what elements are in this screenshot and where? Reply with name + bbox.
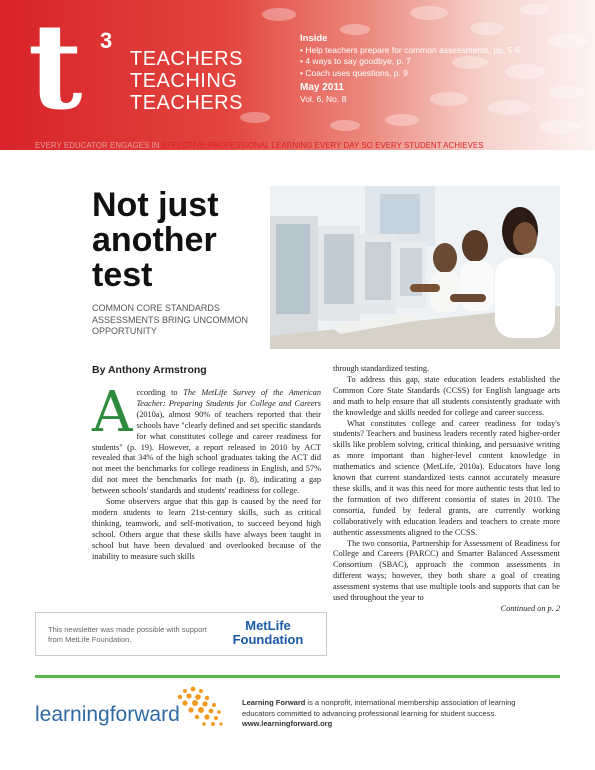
article-paragraph: What constitutes college and career readiness for today's students? Teachers and business leaders recently rated higher-order skills like problem solving, critical thinking, and persuasive writing as more important than higher-level content knowledge in mathematics and science (MetLife, 2010a). Educators have long known that current standardized tests cannot accurately measure these skills, and it was this need for more authentic tests that led to the formation of two different consortia of states in 2010. The consortia, funded by federal grants, are currently working collaboratively with education leaders and teachers to create more authentic assessments aligned to the CCSS. <box>333 418 560 537</box>
t3-logo-superscript: 3 <box>100 28 113 53</box>
inside-item[interactable]: • 4 ways to say goodbye, p. 7 <box>300 56 411 66</box>
footer-text <box>242 698 542 730</box>
learning-forward-logo <box>35 683 230 733</box>
article-paragraph: To address this gap, state education leaders established the Common Core State Standards (CCSS) for English language arts and math to help ensure that all students consistently graduate with the knowledge and skills needed for college and career success. <box>333 374 560 417</box>
org-url-link[interactable]: www.learningforward.org <box>242 719 333 728</box>
article-paragraph: According to The MetLife Survey of the American Teacher: Preparing Students for College and Careers (2010a), almost 90% of teachers reported that their schools have "clearly defined and set specific standards for what constitutes college and career readiness for students" (p. 19). However, a report released in 2010 by ACT revealed that 34% of the high school graduates taking the ACT did not meet the benchmarks for college readiness in English, and 57% did not meet the benchmarks for math (p. 8), indicating a gap between schools' standards and students' readiness for college. <box>92 380 321 496</box>
metlife-foundation-logo: MetLife Foundation <box>232 618 304 647</box>
brand-line-1: TEACHERS <box>130 48 243 70</box>
article-column-2 <box>333 364 560 615</box>
article-headline: Not just another test <box>92 186 219 294</box>
footer-divider <box>35 675 560 678</box>
classroom-illustration <box>270 186 560 349</box>
mission-tagline <box>35 141 484 150</box>
inside-box <box>300 33 540 105</box>
brand-name <box>130 48 243 114</box>
article-author: By Anthony Armstrong <box>92 364 207 376</box>
brand-line-3: TEACHERS <box>130 92 243 114</box>
tagline-highlight: EFFECTIVE PROFESSIONAL LEARNING EVERY DAY SO EVERY STUDENT ACHIEVES <box>161 141 484 150</box>
drop-cap: A <box>92 380 133 445</box>
article-paragraph: Some observers argue that this gap is caused by the need for modern students to learn 21st-century skills, such as critical thinking, teamwork, and self-motivation, to succeed beyond high school. Others argue that these skills have always been taught in school but have been devalued and overlooked because of the inability to measure such skills <box>92 497 321 561</box>
inside-item[interactable]: • Coach uses questions, p. 9 <box>300 67 408 78</box>
issue-volume: Vol. 6, No. 8 <box>300 93 347 104</box>
inside-item[interactable]: • Help teachers prepare for common assessments, pp. 5-6 <box>300 44 520 55</box>
inside-title: Inside <box>300 33 328 44</box>
students-at-computers-photo <box>270 186 560 349</box>
article-paragraph: The two consortia, Partnership for Assessment of Readiness for College and Careers (PARCC) and Smarter Balanced Assessment Consortium (SBAC), approach the common assessments in different ways; however, they both share a goal of creating assessment systems that use multiple tools and supports that can be used throughout the year to <box>333 538 560 603</box>
org-name: Learning Forward <box>242 698 306 707</box>
article-subhead: COMMON CORE STANDARDS ASSESSMENTS BRING UNCOMMON OPPORTUNITY <box>92 303 249 336</box>
survey-title: The MetLife Survey of the American Teacher: Preparing Students for College and Careers <box>136 388 321 408</box>
continued-link[interactable]: Continued on p. 2 <box>500 603 560 613</box>
sponsor-box <box>35 612 327 656</box>
tagline-start: EVERY EDUCATOR ENGAGES IN <box>35 141 162 150</box>
learning-forward-dots-icon <box>35 683 230 733</box>
learning-forward-wordmark: learningforward <box>35 703 180 726</box>
article-column-1 <box>92 380 321 563</box>
org-description: is a nonprofit, international membership association of learning educators committed to advancing professional learning for student success. <box>242 698 516 718</box>
article-paragraph: through standardized testing. <box>333 364 430 373</box>
sponsor-text: This newsletter was made possible with support from MetLife Foundation. <box>48 625 207 644</box>
issue-date: May 2011 <box>300 82 344 93</box>
t3-logo-letter: t <box>28 0 83 136</box>
brand-line-2: TEACHING <box>130 70 238 92</box>
masthead-banner <box>0 0 595 150</box>
